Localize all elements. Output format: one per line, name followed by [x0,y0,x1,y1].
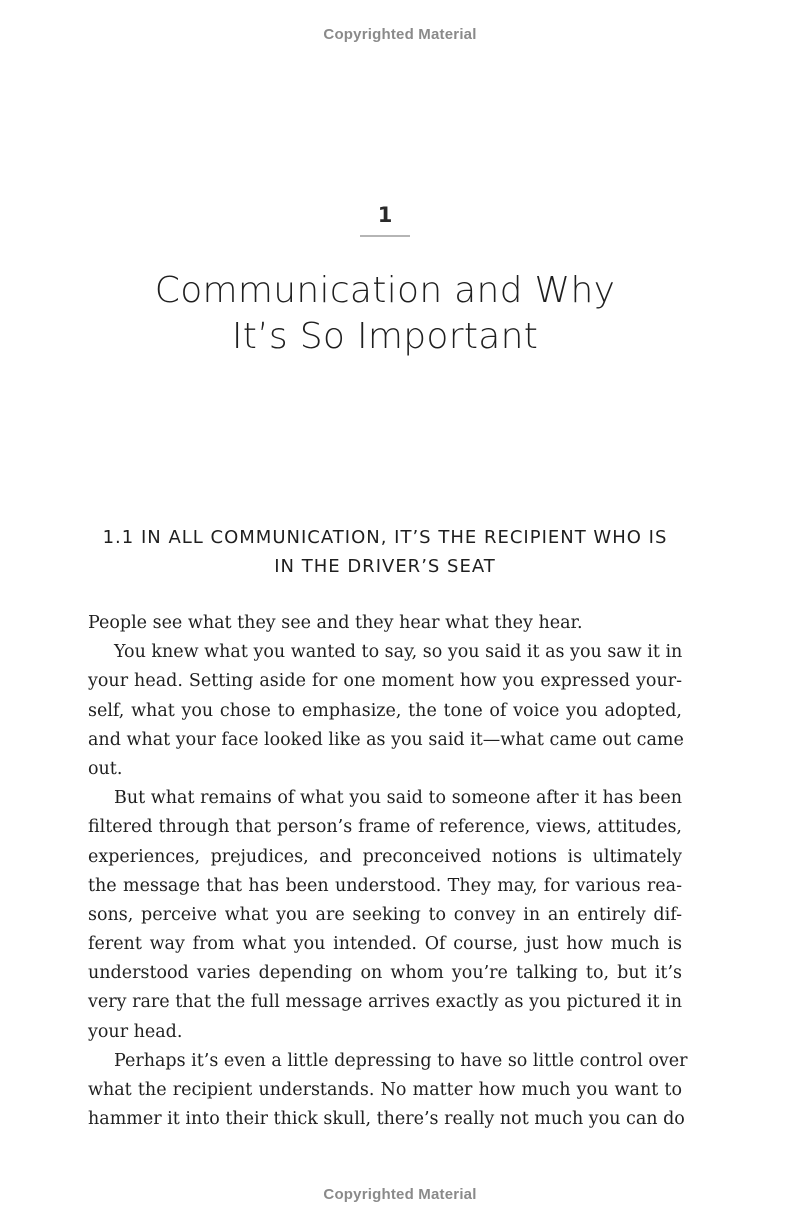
copyright-watermark-bottom: Copyrighted Material [323,1186,477,1203]
section-heading-line: IN THE DRIVER’S SEAT [274,556,496,577]
body-line: You knew what you wanted to say, so you said it as you saw it in [114,642,683,663]
chapter-title-line: It’s So Important [231,316,539,357]
chapter-title [0,268,770,360]
body-line: understood varies depending on whom you’re talking to, but it’s [88,963,682,984]
body-line: sons, perceive what you are seeking to convey in an entirely dif- [88,904,682,925]
body-line: the message that has been understood. They may, for various rea- [88,875,682,896]
body-line: filtered through that person’s frame of reference, views, attitudes, [88,817,682,838]
chapter-divider [360,235,410,237]
body-line: ferent way from what you intended. Of course, just how much is [88,934,682,955]
body-line: But what remains of what you said to someone after it has been [114,788,682,809]
body-line: and what your face looked like as you said it—what came out came [88,729,684,750]
body-line: very rare that the full message arrives exactly as you pictured it in [88,992,682,1013]
body-line: your head. Setting aside for one moment how you expressed your- [88,671,682,692]
body-line: self, what you chose to emphasize, the tone of voice you adopted, [88,700,682,721]
chapter-number: 1 [377,203,393,227]
body-line: out. [88,758,123,779]
body-line: Perhaps it’s even a little depressing to have so little control over [114,1050,688,1071]
body-text [88,609,688,1134]
body-line: what the recipient understands. No matter how much you want to [88,1080,682,1100]
section-heading [88,523,682,581]
body-line: People see what they see and they hear what they hear. [88,613,583,633]
chapter-title-line: Communication and Why [154,270,616,311]
body-line: experiences, prejudices, and preconceived notions is ultimately [88,846,682,867]
copyright-watermark-top: Copyrighted Material [323,26,477,43]
section-heading-line: 1.1 IN ALL COMMUNICATION, IT’S THE RECIPIENT WHO IS [102,527,668,548]
body-line: your head. [88,1021,183,1042]
body-line: hammer it into their thick skull, there’s really not much you can do [88,1109,685,1130]
